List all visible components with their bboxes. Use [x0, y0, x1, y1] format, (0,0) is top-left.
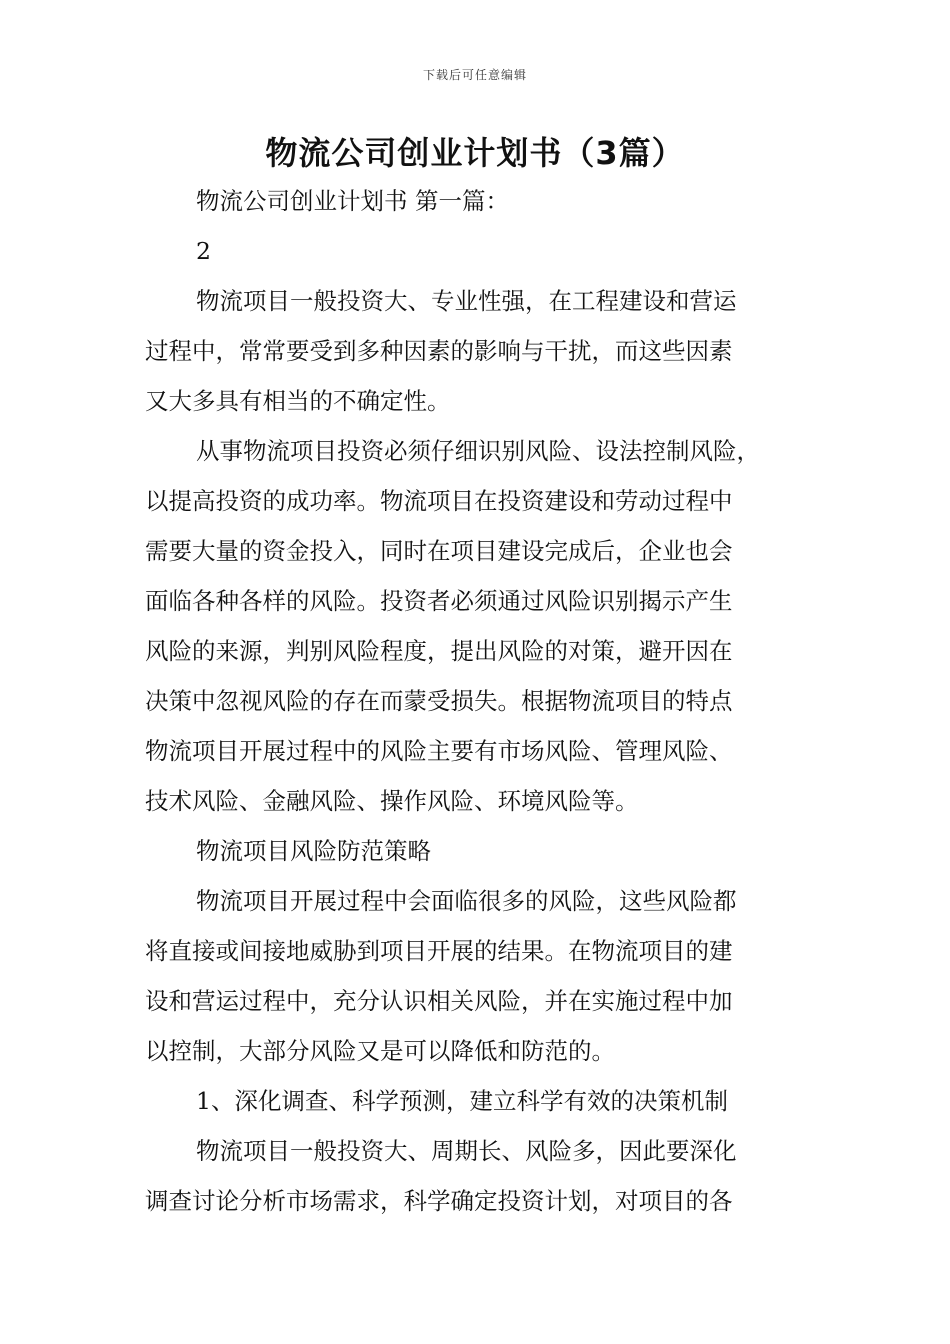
paragraph-line: 物流项目一般投资大、周期长、风险多，因此要深化	[196, 1137, 737, 1165]
header-note: 下载后可任意编辑	[422, 68, 527, 82]
paragraph-line: 以控制，大部分风险又是可以降低和防范的。	[145, 1037, 615, 1065]
paragraph-line: 又大多具有相当的不确定性。	[145, 387, 451, 415]
paragraph-line: 设和营运过程中，充分认识相关风险，并在实施过程中加	[145, 987, 733, 1015]
paragraph-line: 以提高投资的成功率。物流项目在投资建设和劳动过程中	[145, 487, 733, 515]
numbered-heading: 1、深化调查、科学预测，建立科学有效的决策机制	[196, 1087, 728, 1115]
number-line: 2	[196, 237, 211, 265]
paragraph-line: 物流项目开展过程中的风险主要有市场风险、管理风险、	[145, 737, 733, 765]
paragraph-line: 物流项目一般投资大、专业性强，在工程建设和营运	[196, 287, 737, 315]
paragraph-line: 风险的来源，判别风险程度，提出风险的对策，避开因在	[145, 637, 733, 665]
paragraph-line: 调查讨论分析市场需求，科学确定投资计划，对项目的各	[145, 1187, 733, 1215]
paragraph-line: 从事物流项目投资必须仔细识别风险、设法控制风险，	[196, 437, 760, 465]
document-title: 物流公司创业计划书（3篇）	[265, 134, 685, 172]
paragraph-line: 需要大量的资金投入，同时在项目建设完成后，企业也会	[145, 537, 733, 565]
paragraph-line: 面临各种各样的风险。投资者必须通过风险识别揭示产生	[145, 587, 733, 615]
subheading: 物流项目风险防范策略	[196, 837, 431, 865]
paragraph-line: 物流项目开展过程中会面临很多的风险，这些风险都	[196, 887, 737, 915]
paragraph-line: 决策中忽视风险的存在而蒙受损失。根据物流项目的特点	[145, 687, 733, 715]
paragraph-line: 过程中，常常要受到多种因素的影响与干扰，而这些因素	[145, 337, 733, 365]
paragraph-line: 技术风险、金融风险、操作风险、环境风险等。	[145, 787, 639, 815]
section-heading: 物流公司创业计划书 第一篇：	[196, 187, 509, 215]
paragraph-line: 将直接或间接地威胁到项目开展的结果。在物流项目的建	[145, 937, 733, 965]
